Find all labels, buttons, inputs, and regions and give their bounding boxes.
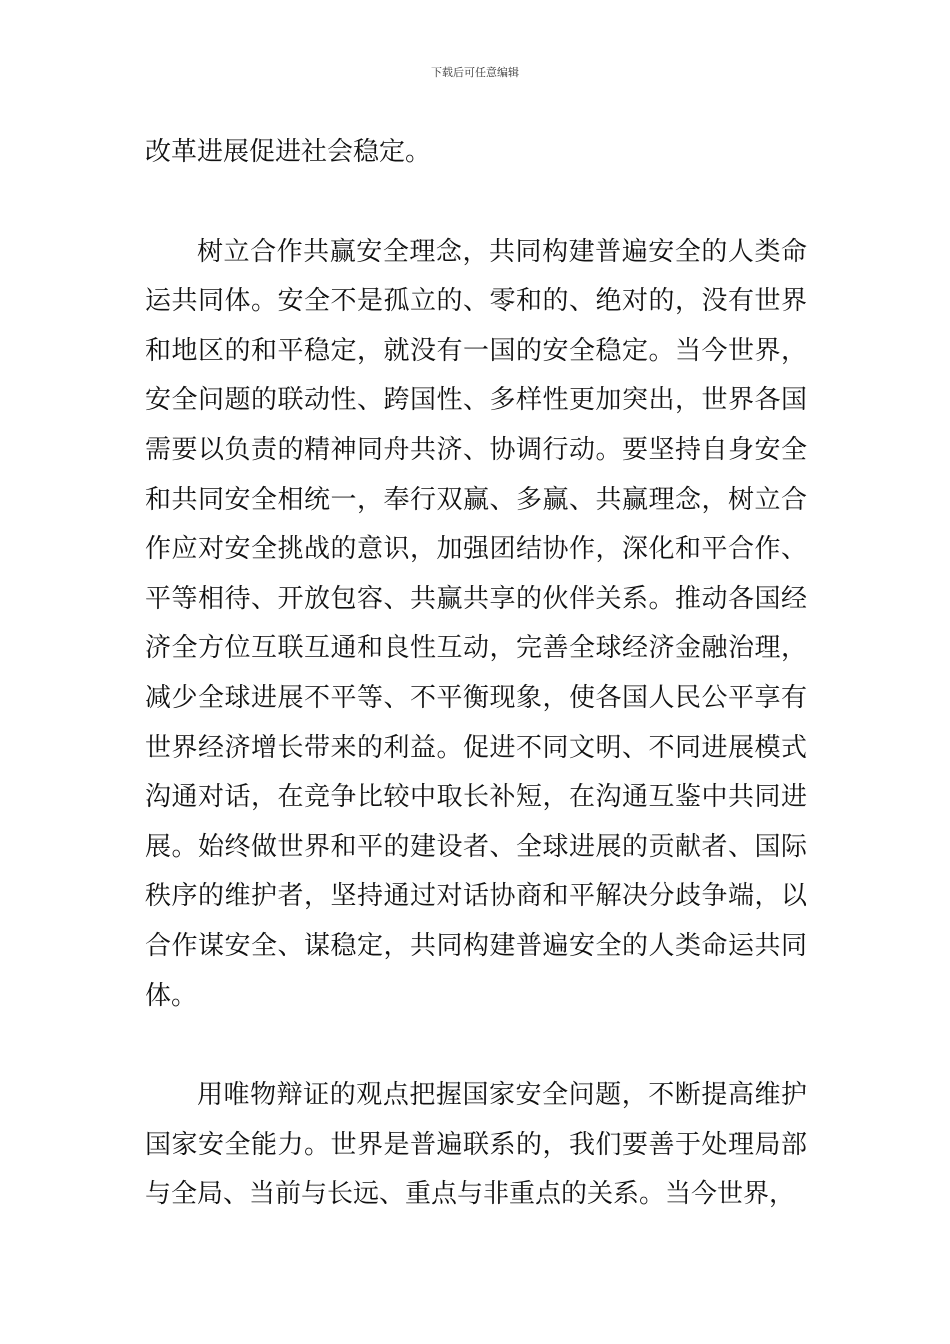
paragraph-continuation: 改革进展促进社会稳定。: [145, 137, 432, 167]
document-body: [145, 128, 807, 1220]
paragraph-dialectical-view: 用唯物辩证的观点把握国家安全问题，不断提高维护国家安全能力。世界是普遍联系的，我们要善于处理局部与全局、当前与长远、重点与非重点的关系。当今世界，: [145, 1080, 807, 1210]
page-header: 下载后可任意编辑: [431, 66, 519, 79]
paragraph-gap: [145, 1021, 807, 1071]
paragraph-cooperation-security: 树立合作共赢安全理念，共同构建普遍安全的人类命运共同体。安全不是孤立的、零和的、绝对的，没有世界和地区的和平稳定，就没有一国的安全稳定。当今世界，安全问题的联动性、跨国性、多样性更加突出，世界各国需要以负责的精神同舟共济、协调行动。要坚持自身安全和共同安全相统一，奉行双赢、多赢、共赢理念，树立合作应对安全挑战的意识，加强团结协作，深化和平合作、平等相待、开放包容、共赢共享的伙伴关系。推动各国经济全方位互联互通和良性互动，完善全球经济金融治理，减少全球进展不平等、不平衡现象，使各国人民公平享有世界经济增长带来的利益。促进不同文明、不同进展模式沟通对话，在竞争比较中取长补短，在沟通互鉴中共同进展。始终做世界和平的建设者、全球进展的贡献者、国际秩序的维护者，坚持通过对话协商和平解决分歧争端，以合作谋安全、谋稳定，共同构建普遍安全的人类命运共同体。: [145, 236, 807, 1011]
paragraph-gap: [145, 178, 807, 228]
